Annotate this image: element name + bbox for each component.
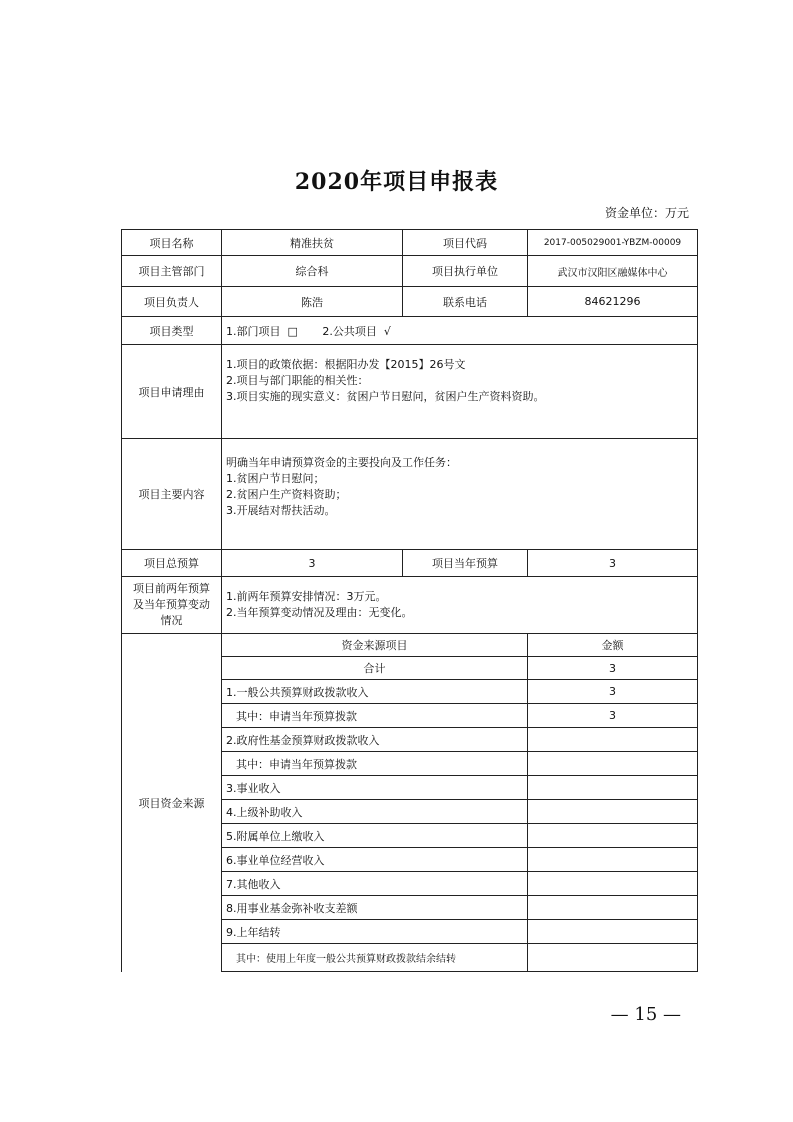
project-name-value: 精准扶贫 <box>222 230 403 256</box>
funding-item-label: 4.上级补助收入 <box>222 800 528 824</box>
funding-item-amount: 3 <box>528 680 698 704</box>
budget-change-body <box>222 577 698 634</box>
funding-item-label: 8.用事业基金弥补收支差额 <box>222 896 528 920</box>
owner-label: 项目负责人 <box>122 287 222 317</box>
funding-item-label: 7.其他收入 <box>222 872 528 896</box>
budget-change-label: 项目前两年预算及当年预算变动情况 <box>122 577 222 634</box>
funding-item-label: 5.附属单位上缴收入 <box>222 824 528 848</box>
project-name-label: 项目名称 <box>122 230 222 256</box>
change-line: 2.当年预算变动情况及理由：无变化。 <box>226 606 413 619</box>
funding-header-source: 资金来源项目 <box>222 634 528 657</box>
content-line: 3.开展结对帮扶活动。 <box>226 504 336 517</box>
type-value: 1.部门项目 □ 2.公共项目 √ <box>222 317 698 345</box>
reason-content <box>222 345 698 439</box>
funding-item-amount <box>528 872 698 896</box>
funding-item-label: 2.政府性基金预算财政拨款收入 <box>222 728 528 752</box>
owner-value: 陈浩 <box>222 287 403 317</box>
funding-item-amount <box>528 896 698 920</box>
funding-item-label: 其中：申请当年预算拨款 <box>222 704 528 728</box>
content-body <box>222 439 698 550</box>
project-code-label: 项目代码 <box>403 230 528 256</box>
funding-item-amount <box>528 824 698 848</box>
exec-unit-value: 武汉市汉阳区融媒体中心 <box>528 256 698 287</box>
funding-item-amount <box>528 800 698 824</box>
reason-label: 项目申请理由 <box>122 345 222 439</box>
exec-unit-label: 项目执行单位 <box>403 256 528 287</box>
funding-header-amount: 金额 <box>528 634 698 657</box>
page-title: 2020年项目申报表 <box>294 169 499 195</box>
content-line: 2.贫困户生产资料资助； <box>226 488 347 501</box>
funding-item-label: 合计 <box>222 657 528 680</box>
funding-item-amount <box>528 848 698 872</box>
funding-item-amount <box>528 776 698 800</box>
funding-item-label: 9.上年结转 <box>222 920 528 944</box>
content-label: 项目主要内容 <box>122 439 222 550</box>
reason-line: 1.项目的政策依据：根据阳办发【2015】26号文 <box>226 358 466 371</box>
content-line: 明确当年申请预算资金的主要投向及工作任务： <box>226 456 457 469</box>
year-budget-value: 3 <box>528 550 698 577</box>
dept-label: 项目主管部门 <box>122 256 222 287</box>
funding-item-label: 6.事业单位经营收入 <box>222 848 528 872</box>
funding-item-amount <box>528 920 698 944</box>
reason-line: 2.项目与部门职能的相关性： <box>226 374 369 387</box>
type-label: 项目类型 <box>122 317 222 345</box>
funding-item-amount: 3 <box>528 704 698 728</box>
reason-line: 3.项目实施的现实意义：贫困户节日慰问，贫困户生产资料资助。 <box>226 390 545 403</box>
funding-item-amount <box>528 944 698 972</box>
funding-item-label: 其中：申请当年预算拨款 <box>222 752 528 776</box>
funding-item-label: 其中：使用上年度一般公共预算财政拨款结余结转 <box>222 944 528 972</box>
funding-item-amount <box>528 752 698 776</box>
total-budget-value: 3 <box>222 550 403 577</box>
total-budget-label: 项目总预算 <box>122 550 222 577</box>
page-number: — 15 — <box>610 1004 681 1025</box>
dept-value: 综合科 <box>222 256 403 287</box>
phone-label: 联系电话 <box>403 287 528 317</box>
content-line: 1.贫困户节日慰问； <box>226 472 325 485</box>
change-line: 1.前两年预算安排情况：3万元。 <box>226 590 387 603</box>
funding-item-label: 1.一般公共预算财政拨款收入 <box>222 680 528 704</box>
funding-item-amount <box>528 728 698 752</box>
funding-item-label: 3.事业收入 <box>222 776 528 800</box>
funding-item-amount: 3 <box>528 657 698 680</box>
year-budget-label: 项目当年预算 <box>403 550 528 577</box>
project-code-value: 2017-005029001-YBZM-00009 <box>528 230 698 256</box>
project-application-table <box>121 229 698 972</box>
unit-note: 资金单位：万元 <box>604 206 689 220</box>
phone-value: 84621296 <box>528 287 698 317</box>
funding-source-label: 项目资金来源 <box>122 634 222 972</box>
